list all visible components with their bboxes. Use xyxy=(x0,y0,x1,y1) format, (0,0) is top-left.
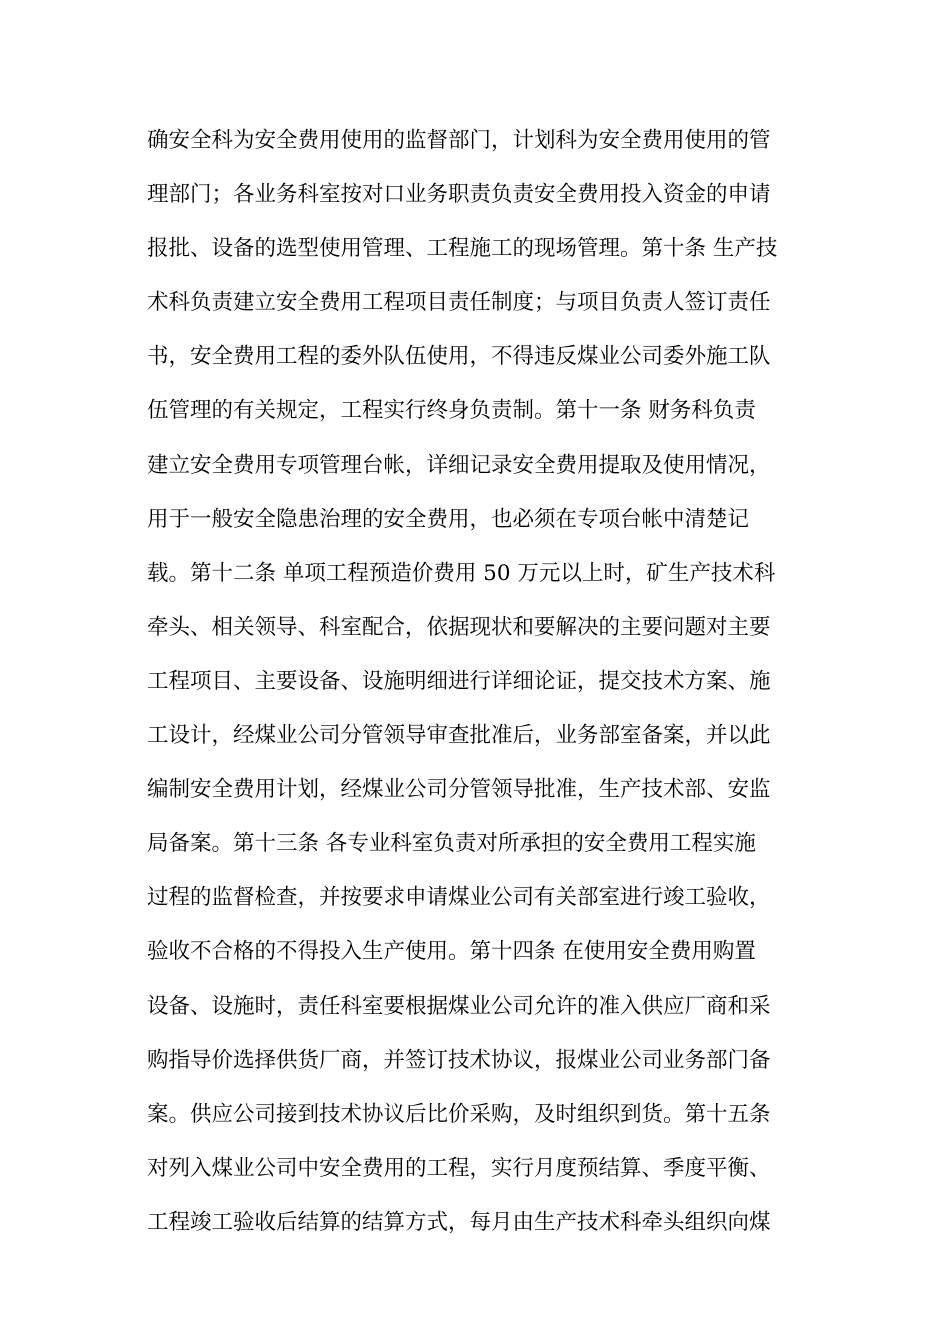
text-line: 验收不合格的不得投入生产使用。第十四条 在使用安全费用购置 xyxy=(147,939,756,965)
text-line: 牵头、相关领导、科室配合，依据现状和要解决的主要问题对主要 xyxy=(147,614,771,640)
text-line: 过程的监督检查，并按要求申请煤业公司有关部室进行竣工验收， xyxy=(147,885,771,911)
text-line: 理部门；各业务科室按对口业务职责负责安全费用投入资金的申请 xyxy=(147,182,771,208)
text-line: 术科负责建立安全费用工程项目责任制度；与项目负责人签订责任 xyxy=(147,290,771,316)
text-line: 载。第十二条 单项工程预造价费用 50 万元以上时，矿生产技术科 xyxy=(147,560,776,586)
text-line: 书，安全费用工程的委外队伍使用，不得违反煤业公司委外施工队 xyxy=(147,344,771,370)
body-text xyxy=(147,114,807,1250)
text-line: 用于一般安全隐患治理的安全费用，也必须在专项台帐中清楚记 xyxy=(147,506,750,532)
text-line: 建立安全费用专项管理台帐，详细记录安全费用提取及使用情况， xyxy=(147,452,771,478)
text-line: 报批、设备的选型使用管理、工程施工的现场管理。第十条 生产技 xyxy=(147,236,778,262)
text-line: 对列入煤业公司中安全费用的工程，实行月度预结算、季度平衡、 xyxy=(147,1155,771,1181)
text-line: 局备案。第十三条 各专业科室负责对所承担的安全费用工程实施 xyxy=(147,831,756,857)
text-line: 确安全科为安全费用使用的监督部门，计划科为安全费用使用的管 xyxy=(147,128,771,153)
text-line: 购指导价选择供货厂商，并签订技术协议，报煤业公司业务部门备 xyxy=(147,1047,771,1073)
text-line: 编制安全费用计划，经煤业公司分管领导批准，生产技术部、安监 xyxy=(147,777,771,803)
text-line: 设备、设施时，责任科室要根据煤业公司允许的准入供应厂商和采 xyxy=(147,993,771,1019)
text-line: 工程竣工验收后结算的结算方式，每月由生产技术科牵头组织向煤 xyxy=(147,1209,771,1235)
text-line: 案。供应公司接到技术协议后比价采购，及时组织到货。第十五条 xyxy=(147,1101,771,1127)
text-line: 工程项目、主要设备、设施明细进行详细论证，提交技术方案、施 xyxy=(147,668,771,694)
text-line: 伍管理的有关规定，工程实行终身负责制。第十一条 财务科负责 xyxy=(147,398,756,424)
text-line: 工设计，经煤业公司分管领导审查批准后，业务部室备案，并以此 xyxy=(147,723,771,749)
